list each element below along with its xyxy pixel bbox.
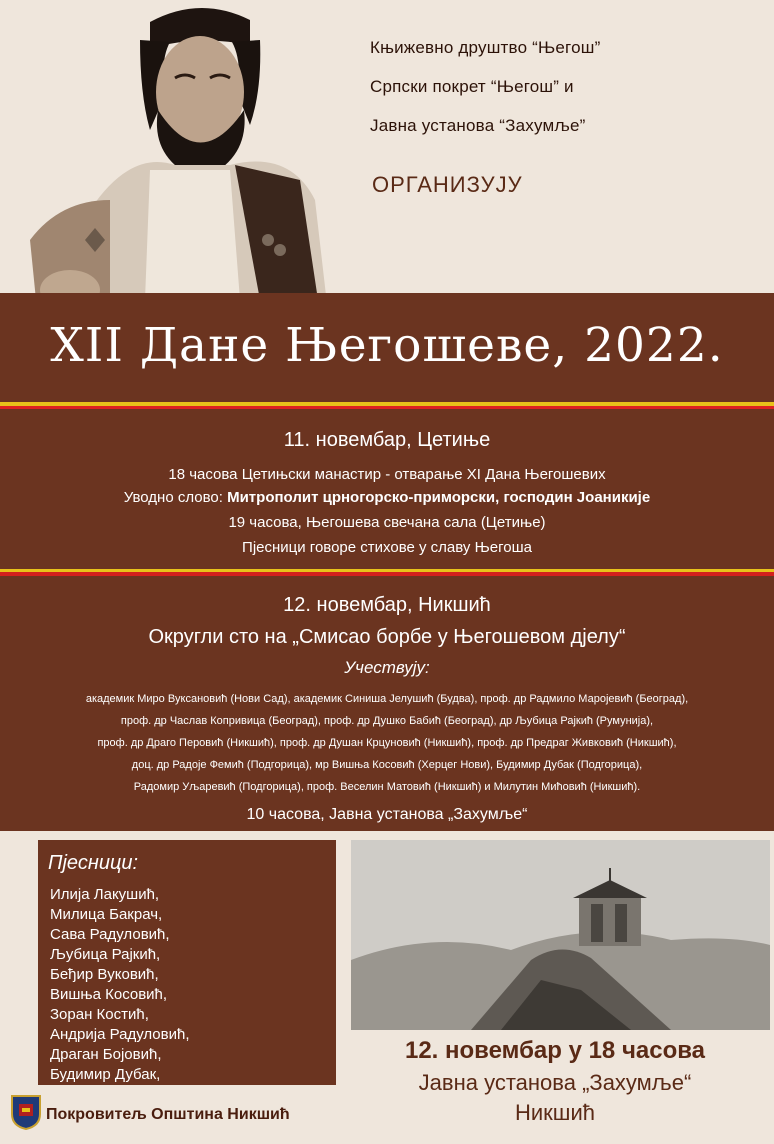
poet-name: Вишња Косовић, [50,986,168,1003]
evening-place: Јавна установа „Захумље“ [418,1070,692,1095]
organizer-line-2: Српски покрет “Његош” и [370,77,574,96]
intro-label: Уводно слово: [123,489,228,506]
poet-name: Будимир Дубак, [50,1066,161,1083]
participants-line-3: проф. др Драго Перовић (Никшић), проф. др Душан Крцуновић (Никшић), проф. др Предраг Живковић (Никшић), [97,737,677,749]
poet-name: Андрија Радуловић, [50,1026,190,1043]
coat-of-arms-icon [10,1094,42,1130]
participants-line-4: доц. др Радоје Фемић (Подгорица), мр Вишња Косовић (Херцег Нови), Будимир Дубак (Подгорица), [131,759,643,771]
day1-line3: 19 часова, Његошева свечана сала (Цетиње) [228,514,546,531]
intro-speaker: Митрополит црногорско-приморски, господин Јоаникије [227,489,651,506]
participants-line-5: Радомир Уљаревић (Подгорица), проф. Веселин Матовић (Никшић) и Милутин Мићовић (Никшић). [133,781,641,793]
poet-name: Сава Радуловић, [50,926,170,943]
day1-intro [0,489,774,506]
organizer-line-3: Јавна установа “Захумље” [370,116,586,135]
poets-title: Пјесници: [48,852,139,874]
participants-line-2: проф. др Часлав Копривица (Београд), проф. др Душко Бабић (Београд), др Љубица Рајкић (Румунија), [120,715,654,727]
day1-line4: Пјесници говоре стихове у славу Његоша [242,539,532,556]
poet-name: Љубица Рајкић, [50,946,161,963]
evening-city: Никшић [515,1100,595,1125]
page-title: XII Дане Његошеве, 2022. [50,318,724,373]
day2-heading: 12. новембар, Никшић [283,594,491,616]
day1-heading: 11. новембар, Цетиње [283,429,491,451]
poet-name: Беђир Вуковић, [50,966,159,983]
poet-name: Драган Бојовић, [50,1046,162,1063]
poet-name: Милица Бакрач, [50,906,163,923]
day2-time-place: 10 часова, Јавна установа „Захумље“ [246,806,528,823]
organizuju-label: ОРГАНИЗУЈУ [372,172,523,197]
organizer-line-1: Књижевно друштво “Његош” [370,38,601,57]
day1-line1: 18 часова Цетињски манастир - отварање XI Дана Његошевих [168,466,606,483]
participants-line-1: академик Миро Вуксановић (Нови Сад), академик Синиша Јелушић (Будва), проф. др Радмило Маројевић (Београд), [85,693,689,705]
roundtable-title: Округли сто на „Смисао борбе у Његошевом дјелу“ [148,626,626,648]
participants-label: Учествују: [344,658,430,677]
lovcen-chapel-photo [351,840,770,1030]
sponsor-text: Покровитељ Општина Никшић [46,1106,290,1123]
poet-name: Зоран Костић, [50,1006,149,1023]
evening-date: 12. новембар у 18 часова [404,1037,706,1064]
poet-name: Илија Лакушић, [50,886,160,903]
